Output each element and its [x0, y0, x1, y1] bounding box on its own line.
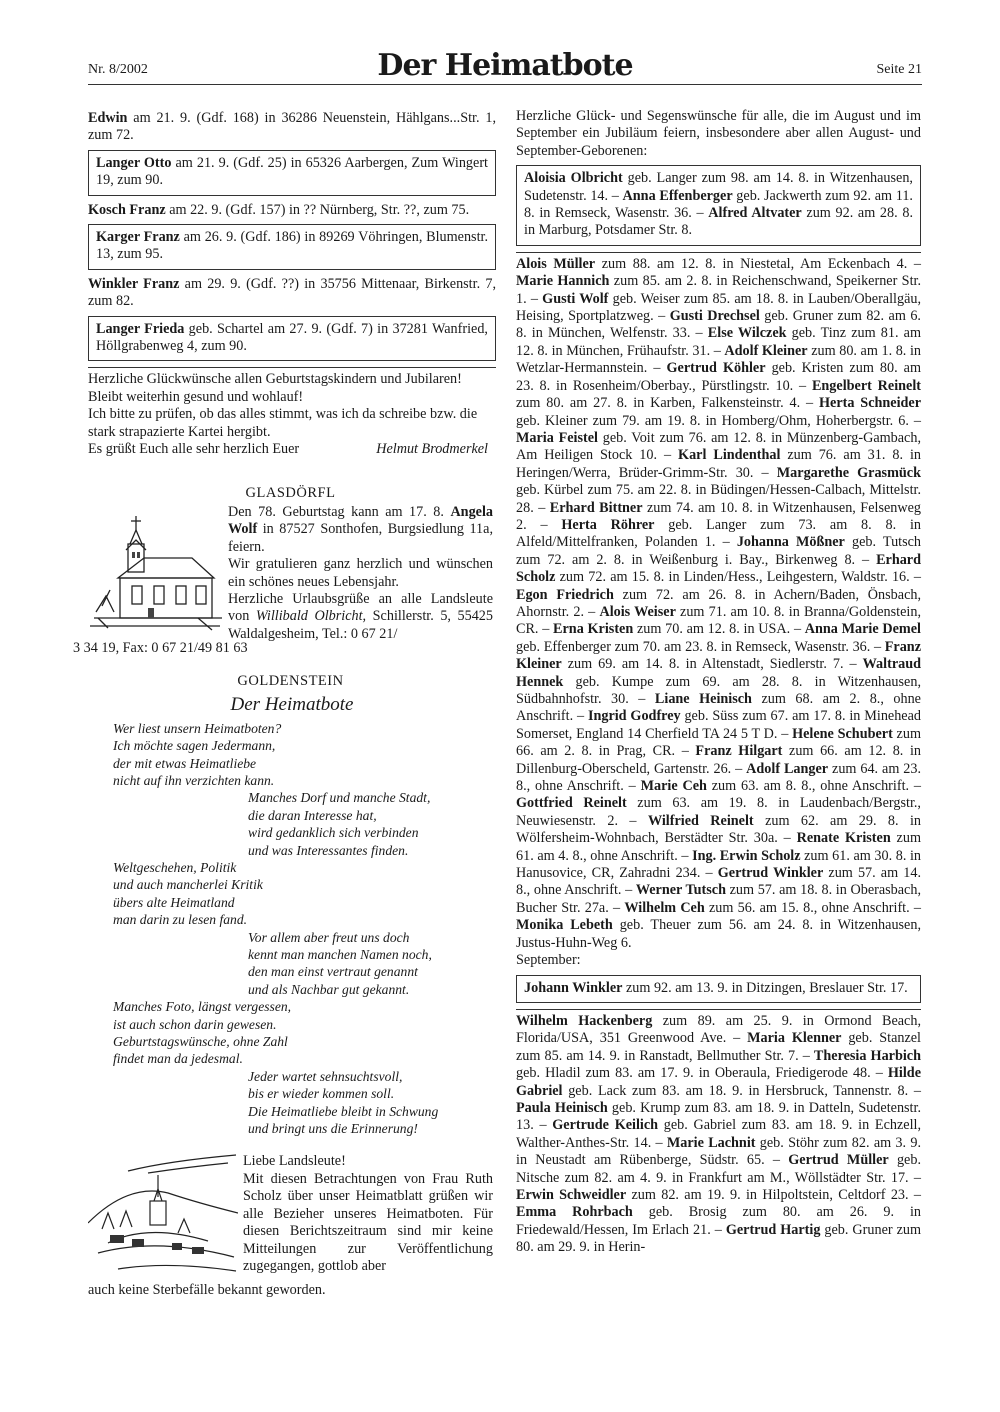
- poem-line: man darin zu lesen fand.: [113, 912, 248, 928]
- entry-name: Wilfried Reinelt: [647, 812, 754, 829]
- glasdoerfl-birthday: [228, 504, 493, 556]
- entry-text: zum 66. am 2. 8. in Prag, CR. –: [516, 725, 921, 760]
- poem-stanza: [88, 720, 496, 790]
- text: Schillerstr. 5, 55425 Waldalgesheim, Tel.: 0 67 21/: [228, 608, 493, 642]
- entry-text: geb. Tinz zum 81. am 12. 8. in München, Frühaufstr. 31. –: [516, 325, 921, 359]
- greeting: Es grüßt Euch alle sehr herzlich Euer: [88, 441, 300, 458]
- entry-text: zum 72. am 15. 8. in Linden/Hess., Leihgestern, Waldstr. 16. –: [555, 569, 921, 586]
- text: Herzliche Urlaubsgrüße an alle Landsleute von: [228, 590, 493, 625]
- entry-text: zum 63. am 19. 8. in Laudenbach/Bergstr., Neuwiesenstr. 2. –: [516, 795, 921, 829]
- greeting-line: [88, 441, 496, 458]
- entry-name: Egon Friedrich: [516, 586, 614, 603]
- entry-text: zum 71. am 10. 8. in Branna/Goldenstein, CR. –: [516, 603, 921, 638]
- entry-text: zum 72. am 26. 8. in Achern/Baden, Önsbach, Ahornstr. 2. –: [516, 586, 922, 620]
- glasdoerfl-congrats: Wir gratulieren ganz herzlich und wünschen ein schönes neues Lebensjahr.: [228, 556, 493, 590]
- entry-name: Renate Kristen: [796, 830, 891, 847]
- entry-text: geb. Kumpe zum 69. am 28. 8. in Witzenhausen, Südbahnhofstr. 30. –: [516, 673, 921, 707]
- entry-text: zum 80. am 1. 8. in Wetzlar-Hermannstein. –: [516, 342, 921, 377]
- entry-text: geb. Kristen zum 80. am 23. 8. in Rosenheim/Oberbay., Pürstlingstr. 10. –: [516, 360, 921, 394]
- poem-title: Der Heimatbote: [230, 694, 354, 716]
- poem-line: und als Nachbar gut gekannt.: [248, 981, 410, 997]
- poem-line: der mit etwas Heimatliebe: [113, 755, 257, 771]
- entry-name: Adolf Langer: [746, 760, 829, 777]
- entry-text: zum 85. am 2. 8. in Reichenschwand, Speikerner Str. 1. –: [516, 273, 921, 307]
- entry-name: Gusti Drechsel: [669, 308, 760, 325]
- entry-name: Gottfried Reinelt: [516, 795, 627, 812]
- entry-name: Alois Müller: [516, 255, 596, 272]
- entry-name: Monika Lebeth: [516, 917, 613, 934]
- text: in 87527 Sonthofen, Burgsiedlung 11a, feiern.: [228, 521, 493, 555]
- entry-text: geb. Langer zum 73. am 8. 8. in Alfeld/Mittelfranken, Polanden 1. –: [516, 516, 921, 551]
- poem-line: und bringt uns die Erinnerung!: [248, 1121, 418, 1137]
- entry-text: geb. Hladil zum 83. am 17. 9. in Oberaula, Friedigerode 48. –: [516, 1065, 888, 1082]
- entry-text: geb. Tutsch zum 72. am 2. 8. in Weißenburg i. Bay., Birkenweg 8. –: [516, 534, 922, 568]
- entry-text: geb. Schartel am 27. 9. (Gdf. 7) in 37281 Wanfried, Höllgrabenweg 4, zum 90.: [96, 320, 488, 355]
- entry-text: geb. Gabriel zum 83. am 18. 9. in Echzell, Walther-Anthes-Str. 14. –: [516, 1117, 922, 1151]
- entry-text: geb. Lack zum 83. am 18. 9. in Hersbruck, Tannenstr. 8. –: [562, 1082, 921, 1099]
- entry-text: am 26. 9. (Gdf. 186) in 89269 Vöhringen, Blumenstr. 13, zum 95.: [96, 229, 488, 263]
- entry-name: Gertrud Müller: [788, 1152, 889, 1169]
- divider: [516, 1009, 921, 1010]
- entry-name: Franz Hilgart: [695, 743, 783, 760]
- entry-text: zum 57. am 18. 8. in Oberasbach, Bucher Str. 27a. –: [516, 882, 921, 916]
- poem-line: Jeder wartet sehnsuchtsvoll,: [248, 1068, 403, 1084]
- letter-text: [243, 1153, 493, 1275]
- entry-text: zum 69. am 14. 8. in Altenstadt, Siedlerstr. 7. –: [561, 656, 863, 673]
- entry-name: Wilhelm Ceh: [624, 899, 705, 916]
- poem-line: übers alte Heimatland: [113, 894, 235, 910]
- september-entries: [516, 1013, 921, 1257]
- entry-text: geb. Süss zum 67. am 17. 8. in Minehead Somerset, England 14 Cherfield TA 24 5 T D. –: [516, 708, 921, 742]
- closing-note: Ich bitte zu prüfen, ob das alles stimmt, was ich da schreibe bzw. die stark strapazierte Kartei hergibt.: [88, 406, 478, 440]
- entry-text: geb. Effenberger zum 70. am 23. 8. in Remseck, Wasenstr. 36. –: [516, 638, 885, 655]
- entry-name: Else Wilczek: [707, 325, 787, 342]
- poem-stanza: [88, 1068, 496, 1138]
- entry-text: geb. Stanzel zum 85. am 14. 9. in Ranstadt, Bellmuther Str. 7. –: [516, 1030, 922, 1064]
- entry-text: geb. Gruner zum 80. am 29. 9. in Herin-: [516, 1221, 922, 1256]
- poem-line: kennt man manchen Namen noch,: [248, 947, 432, 962]
- poem-line: Die Heimatliebe bleibt in Schwung: [248, 1103, 439, 1119]
- entry-box-otto: [88, 150, 496, 196]
- entry-name: Langer Otto: [96, 154, 172, 171]
- poem-line: Manches Foto, längst vergessen,: [113, 999, 292, 1015]
- entry-text: zum 61. am 4. 8., ohne Anschrift. –: [516, 830, 921, 864]
- entry-text: geb. Stöhr zum 82. am 3. 9. in Neustadt am Rübenberge, Südstr. 65. –: [516, 1134, 921, 1169]
- entry-name: Anna Effenberger: [622, 187, 733, 204]
- glasdoerfl-text: [228, 504, 493, 643]
- poem-line: wird gedanklich sich verbinden: [248, 825, 419, 841]
- entry-text: geb. Langer zum 98. am 14. 8. in Witzenhausen, Sudetenstr. 14. –: [524, 170, 913, 204]
- entry-name: Kosch Franz: [88, 201, 166, 218]
- section-glasdoerfl: [73, 503, 496, 659]
- entry-text: zum 62. am 29. 8. in Wölfersheim-Wohnbach, Berstädter Str. 30a. –: [516, 812, 921, 847]
- goldenstein-letter: [88, 1153, 496, 1303]
- entry-name: Wilhelm Hackenberg: [516, 1012, 653, 1029]
- entry-text: geb. Brosig zum 80. am 26. 9. in Friedewald/Hessen, Im Erlach 21. –: [516, 1204, 921, 1238]
- entry-name: Gertrude Keilich: [552, 1117, 659, 1134]
- entry-box-frieda: [88, 316, 496, 362]
- poem-stanza: [88, 789, 496, 859]
- entry-name: Marie Lachnit: [666, 1134, 756, 1151]
- entry-name: Hilde Gabriel: [516, 1065, 921, 1099]
- entry-name: Herta Schneider: [818, 395, 921, 412]
- entry-name: Johann Winkler: [524, 979, 623, 996]
- august-box-entries: [524, 170, 913, 238]
- entry-text: geb. Weiser zum 85. am 18. 8. in Lauben/Oberallgäu, Heising, Sportplatzweg. –: [516, 290, 922, 325]
- entry-name: Erhard Scholz: [516, 551, 921, 586]
- entry-edwin: [88, 110, 496, 145]
- september-label: September:: [516, 952, 581, 969]
- entry-name: Maria Feistel: [516, 429, 598, 446]
- entry-text: zum 63. am 8. 8., ohne Anschrift. –: [706, 778, 921, 795]
- closing-wishes: Herzliche Glückwünsche allen Geburtstagskindern und Jubilaren! Bleibt weiterhin gesund und wohlauf!: [88, 371, 462, 405]
- letter-salutation: Liebe Landsleute!: [243, 1153, 346, 1170]
- entry-name: Edwin: [88, 110, 128, 126]
- entry-text: am 21. 9. (Gdf. 168) in 36286 Neuenstein, Hählgans...Str. 1, zum 72.: [88, 110, 496, 144]
- poem-line: nicht auf ihn verzichten kann.: [113, 772, 275, 788]
- entry-name: Alfred Altvater: [708, 205, 802, 222]
- entry-text: geb. Jackwerth zum 92. am 11. 8. in Remseck, Wasenstr. 36. –: [524, 187, 913, 222]
- landscape-illustration: [88, 1153, 238, 1281]
- intro-text: Herzliche Glück- und Segenswünsche für alle, die im August und im September ein Jubiläum feiern, insbesondere aber allen August- und September-Geborenen:: [516, 108, 921, 159]
- entry-name: Erhard Bittner: [549, 499, 643, 516]
- entry-text: zum 82. am 19. 9. in Hilpoltstein, Celtdorf 23. –: [626, 1186, 921, 1203]
- entry-name: Winkler Franz: [88, 275, 180, 292]
- poem-line: und was Interessantes finden.: [248, 842, 409, 858]
- entry-name: Herta Röhrer: [561, 516, 655, 533]
- poem-line: den man einst vertraut genannt: [248, 964, 418, 980]
- entry-text: am 22. 9. (Gdf. 157) in ?? Nürnberg, Str. ??, zum 75.: [165, 201, 470, 218]
- poem-line: Wer liest unsern Heimatboten?: [113, 720, 282, 736]
- entry-name: Werner Tutsch: [635, 882, 726, 899]
- entry-name: Emma Rohrbach: [516, 1204, 633, 1221]
- entry-name: Ingrid Godfrey: [587, 708, 681, 725]
- entry-name: Liane Heinisch: [654, 691, 752, 707]
- entry-name: Engelbert Reinelt: [811, 377, 922, 394]
- entry-name: Aloisia Olbricht: [524, 170, 623, 187]
- september-box-entries: [524, 980, 908, 996]
- text: Den 78. Geburtstag kann am 17. 8.: [228, 503, 451, 520]
- entry-name: Margarethe Grasmück: [776, 464, 921, 481]
- entry-text: zum 88. am 12. 8. in Niestetal, Am Eckenbach 4. –: [595, 255, 921, 272]
- entry-text: geb. Voit zum 76. am 12. 8. in Münzenberg-Gambach, Am Heiligen Stock 10. –: [516, 429, 921, 464]
- page-header: [88, 48, 922, 88]
- section-heading-goldenstein: GOLDENSTEIN: [237, 672, 344, 689]
- glasdoerfl-greetings: [228, 591, 493, 643]
- entry-name: Helene Schubert: [792, 725, 893, 742]
- entry-text: zum 57. am 14. 8., ohne Anschrift. –: [516, 865, 921, 899]
- entry-name: Langer Frieda: [96, 320, 185, 337]
- entry-name: Erna Kristen: [553, 621, 634, 638]
- entry-text: geb. Gruner zum 82. am 6. 8. in München, Welfenstr. 33. –: [516, 308, 921, 342]
- entry-name: Gertrud Winkler: [717, 865, 824, 882]
- poem-line: die daran Interesse hat,: [248, 807, 377, 823]
- entry-name: Gusti Wolf: [542, 290, 609, 307]
- entry-text: geb. Nitsche zum 82. am 4. 9. in Frankfurt am M., Wöllstädter Str. 17. –: [516, 1152, 921, 1186]
- signature: Helmut Brodmerkel: [376, 441, 488, 458]
- entry-name: Waltraud Hennek: [516, 656, 921, 690]
- poem-line: bis er wieder kommen soll.: [248, 1086, 395, 1102]
- entry-name: Maria Klenner: [747, 1030, 842, 1047]
- entry-text: zum 56. am 15. 8., ohne Anschrift. –: [704, 899, 921, 916]
- glasdoerfl-contact: 3 34 19, Fax: 0 67 21/49 81 63: [73, 639, 248, 656]
- poem-line: Vor allem aber freut uns doch: [248, 929, 410, 945]
- entry-name: Gertrud Hartig: [725, 1221, 821, 1238]
- entry-name: Karl Lindenthal: [678, 447, 781, 464]
- section-heading-glasdoerfl: GLASDÖRFL: [245, 484, 336, 501]
- entry-name: Adolf Kleiner: [724, 342, 808, 359]
- entry-text: zum 92. am 13. 9. in Ditzingen, Breslauer Str. 17.: [622, 979, 908, 996]
- entry-name: Marie Hannich: [516, 273, 610, 290]
- header-rule: [88, 84, 922, 85]
- entry-text: am 21. 9. (Gdf. 25) in 65326 Aarbergen, Zum Wingert 19, zum 90.: [96, 154, 488, 189]
- entry-text: geb. Kleiner zum 79. am 19. 8. in Homberg/Ohm, Hoherbergstr. 6. –: [516, 412, 921, 429]
- entry-text: geb. Kürbel zum 75. am 22. 8. in Büdingen/Hessen-Calbach, Mittelstr. 28. –: [516, 482, 921, 516]
- entry-name: Franz Kleiner: [516, 638, 921, 673]
- poem-stanza: [88, 859, 496, 929]
- entry-text: zum 61. am 30. 8. in Hanusovice, CR, Zahradni 234. –: [516, 847, 921, 882]
- august-box: [516, 165, 921, 246]
- entry-text: zum 76. am 31. 8. in Heringen/Werra, Brüder-Grimm-Str. 30. –: [516, 447, 921, 481]
- entry-text: zum 68. am 2. 8., ohne Anschrift. –: [516, 691, 921, 725]
- entry-text: zum 74. am 10. 8. in Witzenhausen, Felsenweg 2. –: [516, 499, 921, 533]
- entry-name: Johanna Mößner: [736, 534, 845, 551]
- entry-text: zum 80. am 27. 8. in Karben, Falkensteinstr. 4. –: [516, 395, 819, 412]
- issue-number: Nr. 8/2002: [88, 62, 148, 77]
- poem-stanza: [88, 998, 496, 1068]
- divider: [516, 252, 921, 253]
- page-number: Seite 21: [876, 62, 922, 77]
- entry-name: Marie Ceh: [640, 778, 707, 795]
- poem-line: findet man da jedesmal.: [113, 1051, 243, 1067]
- entry-text: zum 70. am 12. 8. in USA. –: [633, 621, 805, 638]
- sender-name: Willibald Olbricht,: [255, 608, 367, 625]
- entry-text: zum 64. am 23. 8., ohne Anschrift. –: [516, 760, 922, 795]
- entry-name: Anna Marie Demel: [804, 621, 921, 638]
- august-entries: [516, 256, 921, 952]
- poem-stanza: [88, 929, 496, 999]
- poem-line: und auch mancherlei Kritik: [113, 877, 263, 893]
- entry-name: Gertrud Köhler: [666, 360, 766, 377]
- entry-name: Erwin Schweidler: [516, 1186, 627, 1203]
- letter-body: Mit diesen Betrachtungen von Frau Ruth Scholz über unser Heimatblatt grüßen wir alle Bezieher unseres Heimatboten. Für diesen Berichtszeitraum sind mir keine Mitteilungen zur Veröffentlichung zugegangen, gottlob aber: [243, 1170, 493, 1274]
- entry-box-karger: [88, 224, 496, 270]
- entry-name: Alois Weiser: [599, 603, 676, 620]
- masthead: Der Heimatbote: [377, 48, 633, 83]
- entry-text: zum 89. am 25. 9. in Ormond Beach, Florida/USA, 351 Greenwood Ave. –: [516, 1012, 921, 1047]
- poem-line: Weltgeschehen, Politik: [113, 859, 237, 875]
- entry-name: Angela Wolf: [228, 503, 493, 538]
- poem: [88, 720, 496, 1138]
- september-box: [516, 975, 921, 1003]
- left-column: [73, 110, 496, 1303]
- entry-name: Paula Heinisch: [516, 1099, 608, 1116]
- entry-name: Theresia Harbich: [813, 1047, 921, 1064]
- entry-text: zum 92. am 28. 8. in Marburg, Potsdamer Str. 8.: [524, 205, 913, 239]
- right-column: [516, 108, 921, 1257]
- entry-name: Karger Franz: [96, 229, 180, 246]
- poem-line: Ich möchte sagen Jedermann,: [113, 738, 276, 754]
- entry-text: am 29. 9. (Gdf. ??) in 35756 Mittenaar, Birkenstr. 7, zum 82.: [88, 275, 496, 310]
- entry-text: zum 66. am 12. 8. in Dillenburg-Oberscheld, Gartenstr. 26. –: [516, 743, 922, 777]
- entry-name: Ing. Erwin Scholz: [692, 847, 801, 864]
- church-illustration: [88, 514, 223, 634]
- poem-line: ist auch schon darin gewesen.: [113, 1016, 277, 1032]
- entry-text: geb. Krump zum 83. am 18. 9. in Datteln, Sudetenstr. 13. –: [516, 1099, 921, 1134]
- poem-line: Geburtstagswünsche, ohne Zahl: [113, 1034, 288, 1050]
- poem-line: Manches Dorf und manche Stadt,: [248, 790, 431, 806]
- entry-kosch: [88, 202, 496, 219]
- entry-text: geb. Theuer zum 56. am 24. 8. in Witzenhausen, Justus-Huhn-Weg 6.: [516, 917, 921, 951]
- divider: [88, 367, 496, 368]
- entry-winkler: [88, 276, 496, 311]
- letter-tail: auch keine Sterbefälle bekannt geworden.: [88, 1282, 326, 1299]
